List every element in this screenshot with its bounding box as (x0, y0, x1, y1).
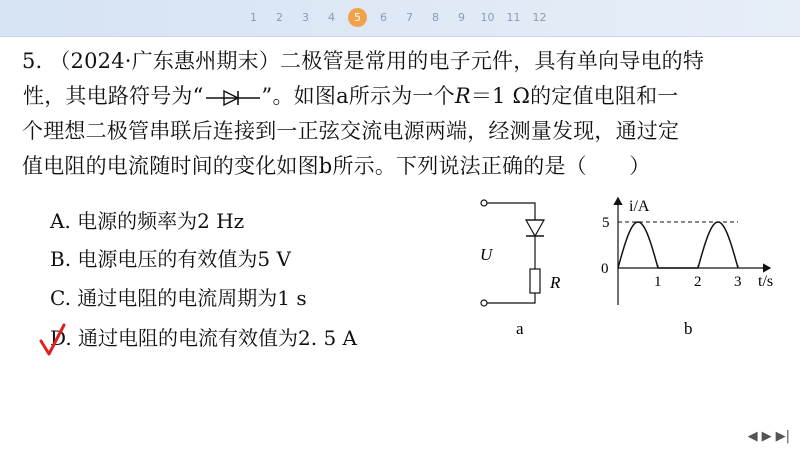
correct-answer-check-icon (38, 322, 68, 358)
origin-label: 0 (601, 261, 609, 277)
question-number: 5. (22, 49, 43, 73)
previous-slide-button[interactable]: ◀ (747, 429, 758, 444)
question-text-1: 二极管是常用的电子元件，具有单向导电的特 (280, 49, 705, 73)
page-navigation (244, 7, 549, 27)
diode-symbol-icon (206, 89, 260, 107)
x-tick-label: 3 (734, 274, 742, 290)
page-4-button[interactable]: 4 (328, 10, 335, 24)
option-b[interactable]: B. 电源电压的有效值为5 V (50, 247, 291, 271)
figure-b-current-graph (592, 192, 792, 340)
page-12-button[interactable]: 12 (532, 10, 547, 24)
question-text-2b: ”。如图a所示为一个 (261, 84, 455, 108)
voltage-label: U (480, 245, 493, 264)
diode-icon (526, 220, 544, 236)
page-8-button[interactable]: 8 (432, 10, 439, 24)
current-half-wave-1 (618, 222, 658, 268)
page-7-button[interactable]: 7 (406, 10, 413, 24)
page-2-button[interactable]: 2 (276, 10, 283, 24)
next-slide-button[interactable]: ▶ (761, 429, 772, 444)
slide-navigation (748, 429, 790, 444)
page-6-button[interactable]: 6 (380, 10, 387, 24)
option-a[interactable]: A. 电源的频率为2 Hz (50, 209, 245, 233)
current-half-wave-2 (698, 222, 738, 268)
top-bar (0, 0, 800, 37)
option-d[interactable]: D. 通过电阻的电流有效值为2. 5 A (50, 326, 358, 350)
question-text-2c: ＝1 Ω的定值电阻和一 (470, 84, 679, 108)
terminal-top (481, 200, 487, 206)
y-axis-label: i/A (629, 198, 650, 215)
last-slide-button[interactable]: ▶| (775, 429, 790, 444)
question-line-1 (22, 44, 790, 79)
page-11-button[interactable]: 11 (506, 10, 521, 24)
question-source: （2024·广东惠州期末） (49, 49, 281, 73)
y-tick-label: 5 (602, 215, 610, 231)
figure-a-circuit (470, 192, 590, 340)
question-line-2 (22, 79, 790, 114)
page-3-button[interactable]: 3 (302, 10, 309, 24)
resistor-symbol-R: R (454, 84, 471, 108)
x-tick-label: 2 (694, 274, 702, 290)
question-stem (22, 44, 790, 184)
x-axis-label: t/s (758, 273, 774, 290)
page-10-button[interactable]: 10 (480, 10, 495, 24)
question-line-4: 值电阻的电流随时间的变化如图b所示。下列说法正确的是（ ） (22, 154, 651, 178)
resistor-label: R (550, 273, 561, 292)
terminal-bottom (481, 300, 487, 306)
figure-a-label: a (516, 319, 524, 338)
resistor-icon (530, 269, 540, 293)
page-1-button[interactable]: 1 (250, 10, 257, 24)
page-9-button[interactable]: 9 (458, 10, 465, 24)
option-c[interactable]: C. 通过电阻的电流周期为1 s (50, 286, 307, 310)
question-text-2a: 性，其电路符号为“ (23, 84, 204, 108)
figure-b-label: b (684, 319, 693, 338)
x-tick-label: 1 (654, 274, 662, 290)
page-5-button[interactable]: 5 (348, 8, 367, 27)
question-line-3: 个理想二极管串联后连接到一正弦交流电源两端，经测量发现，通过定 (22, 119, 680, 143)
